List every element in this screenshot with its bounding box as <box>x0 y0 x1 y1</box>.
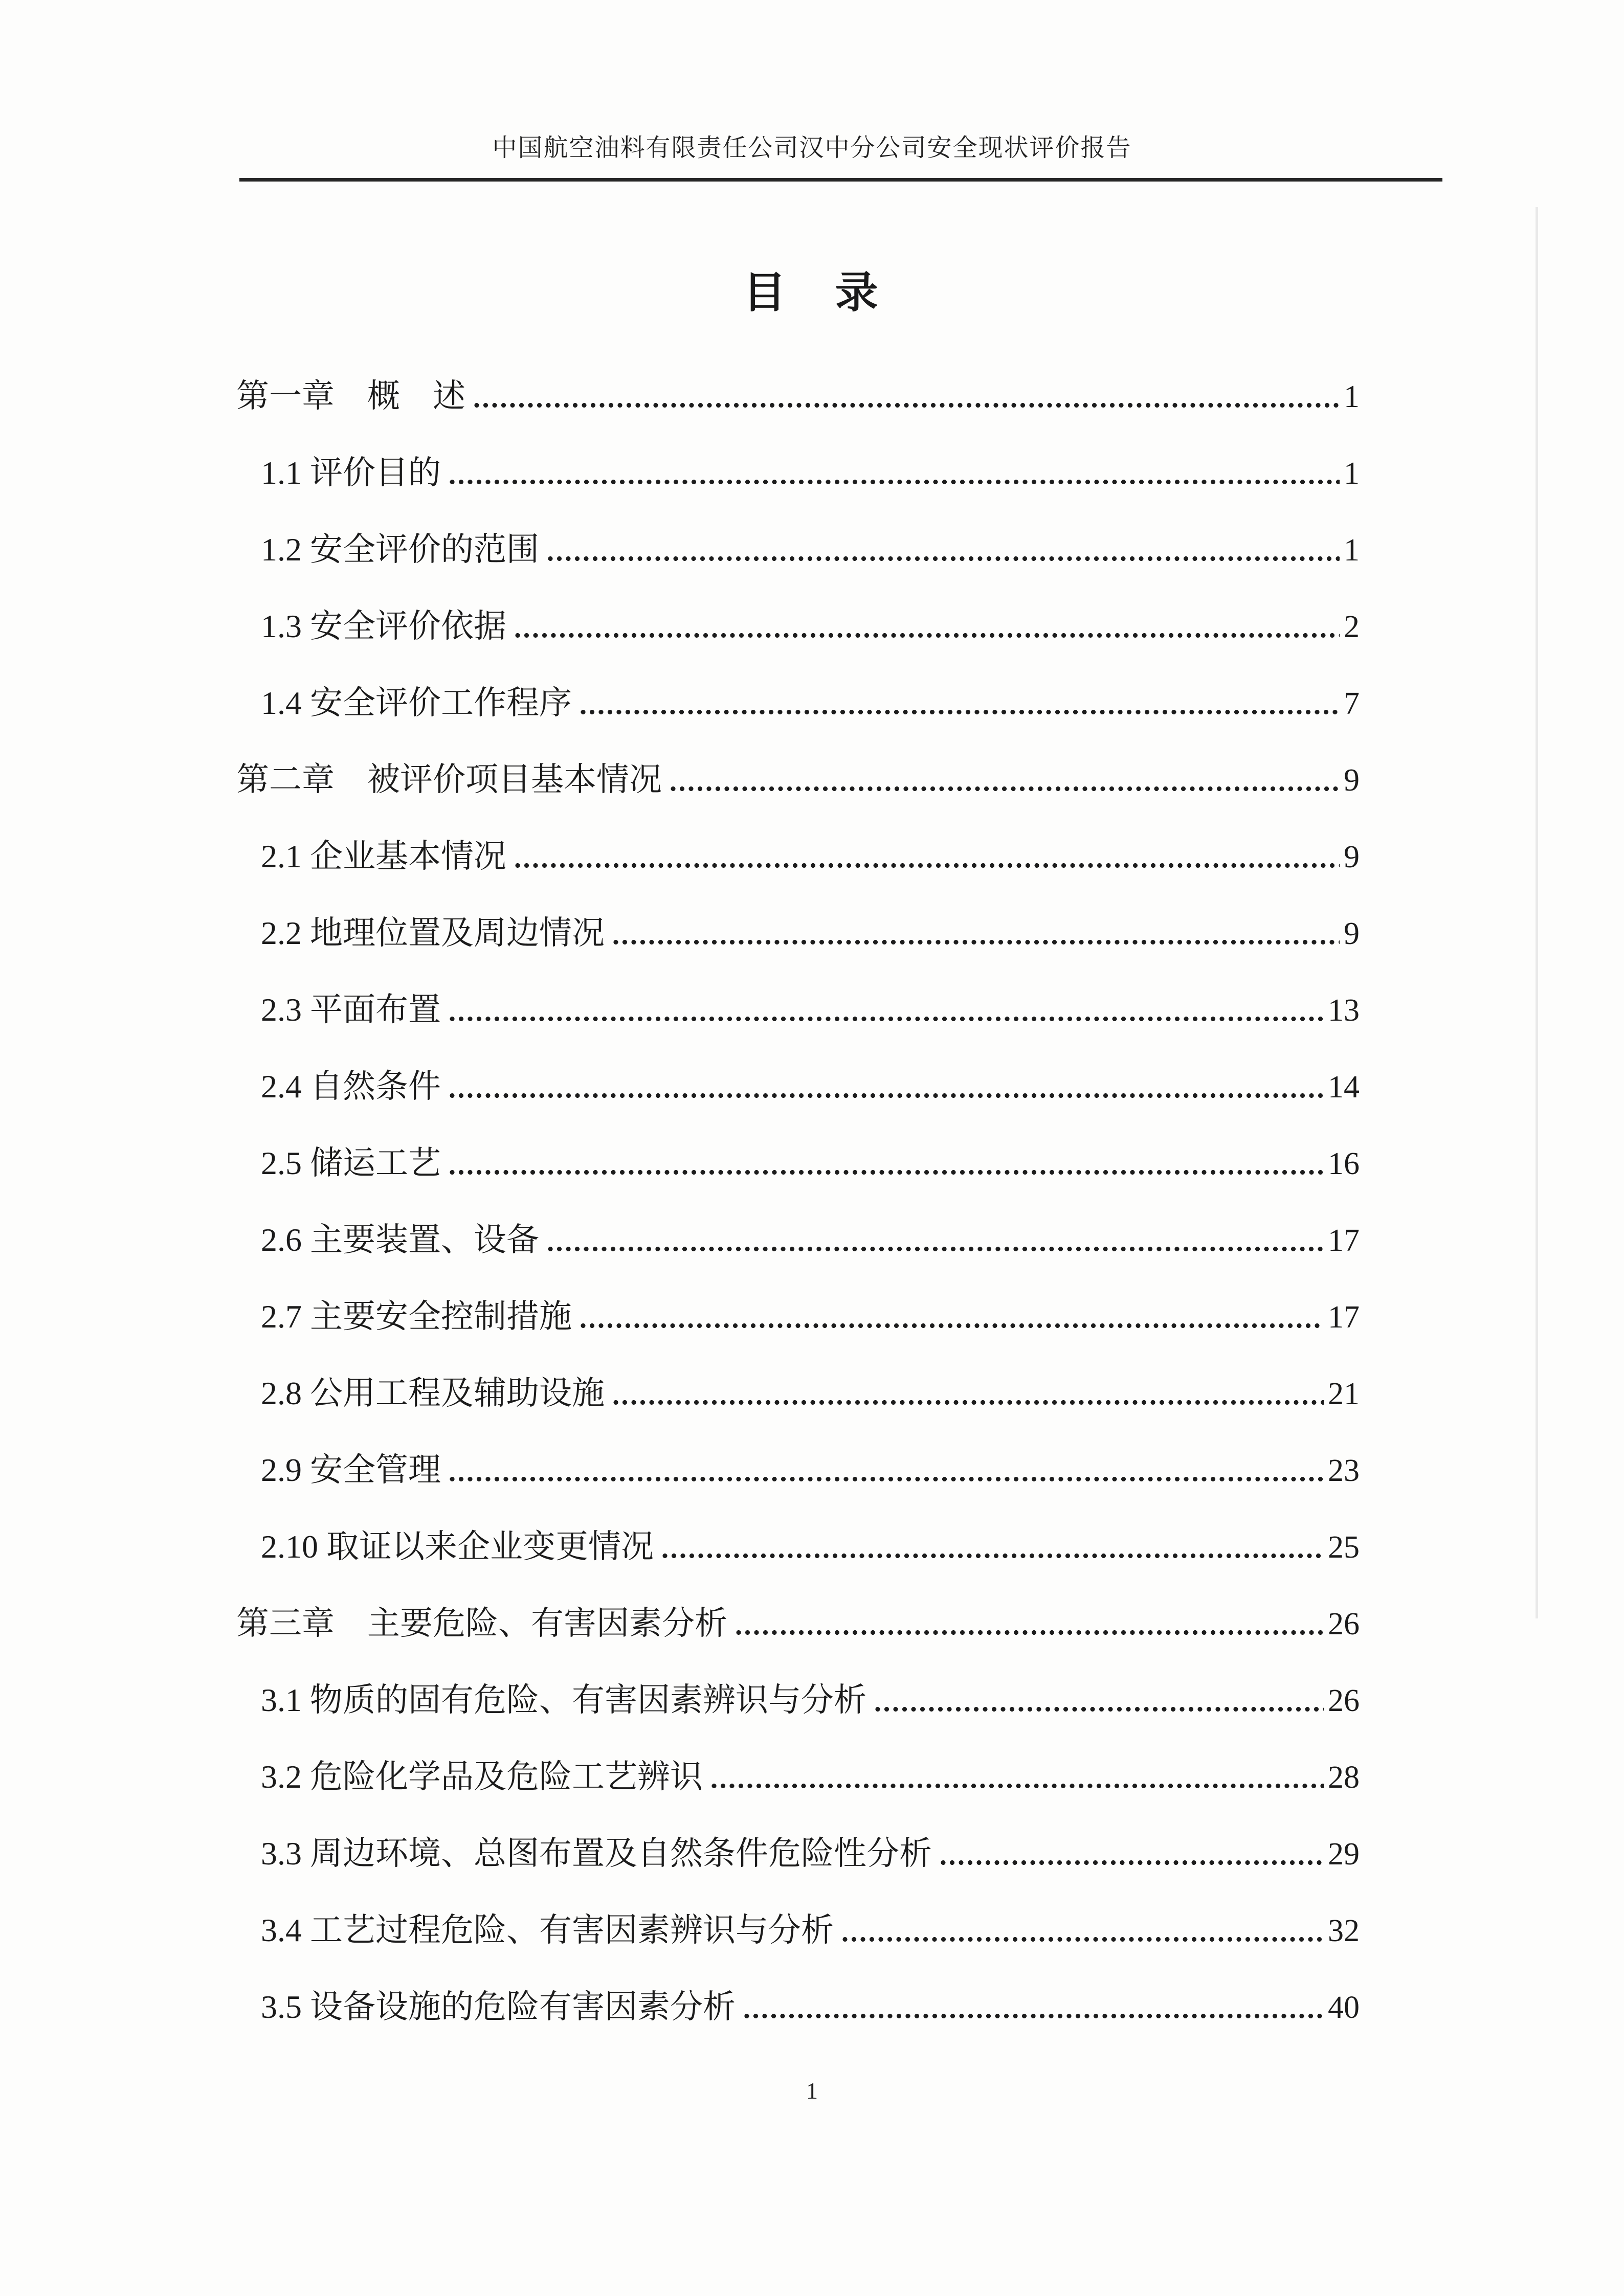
toc-entry <box>236 972 1360 1048</box>
toc-entry <box>236 588 1360 665</box>
dot-leader <box>874 1706 1324 1713</box>
toc-entry <box>236 511 1360 588</box>
toc-entry <box>236 1662 1360 1739</box>
dot-leader <box>579 1322 1324 1329</box>
toc-entry-label: 2.4 自然条件 <box>261 1068 441 1105</box>
toc-entry-page: 29 <box>1328 1837 1360 1872</box>
toc-entry-page: 9 <box>1344 840 1360 874</box>
dot-leader <box>448 1016 1324 1022</box>
toc-entry-label: 2.10 取证以来企业变更情况 <box>261 1528 654 1565</box>
toc-entry-page: 7 <box>1344 686 1360 721</box>
header-rule-line <box>239 178 1442 182</box>
toc-entry <box>236 1278 1360 1355</box>
scan-artifact-line <box>1536 207 1538 1618</box>
toc-entry-label: 2.8 公用工程及辅助设施 <box>261 1375 605 1411</box>
toc-entry-label: 1.3 安全评价依据 <box>261 608 506 644</box>
toc-entry <box>236 1815 1360 1892</box>
toc-entry <box>236 1509 1360 1585</box>
toc-entry-label: 3.3 周边环境、总图布置及自然条件危险性分析 <box>261 1835 932 1872</box>
toc-entry-page: 21 <box>1328 1377 1360 1411</box>
toc-entry <box>236 665 1360 741</box>
toc-entry <box>236 1048 1360 1125</box>
dot-leader <box>710 1783 1324 1789</box>
toc-entry <box>236 1892 1360 1969</box>
toc-entry-page: 23 <box>1328 1453 1360 1488</box>
toc-entry <box>236 1355 1360 1432</box>
toc-entry-page: 26 <box>1328 1607 1360 1641</box>
toc-entry-page: 25 <box>1328 1530 1360 1565</box>
toc-entry-page: 1 <box>1344 456 1360 491</box>
toc-entry-label: 2.6 主要装置、设备 <box>261 1222 539 1258</box>
toc-entry <box>236 895 1360 972</box>
dot-leader <box>546 555 1340 562</box>
document-header-title: 中国航空油料有限责任公司汉中分公司安全现状评价报告 <box>492 134 1132 162</box>
dot-leader <box>743 2013 1324 2019</box>
toc-entry-page: 2 <box>1344 610 1360 644</box>
footer-page-number: 1 <box>806 2078 818 2104</box>
toc-entry <box>236 741 1360 818</box>
dot-leader <box>448 1092 1324 1099</box>
toc-entry <box>236 435 1360 511</box>
toc-entry <box>236 818 1360 895</box>
toc-entry-page: 40 <box>1328 1990 1360 2025</box>
toc-entry <box>236 1125 1360 1202</box>
toc-entry-label: 2.7 主要安全控制措施 <box>261 1298 572 1335</box>
dot-leader <box>735 1629 1324 1636</box>
toc-entry <box>236 1739 1360 1815</box>
dot-leader <box>661 1552 1324 1559</box>
dot-leader <box>514 632 1340 639</box>
toc-entry-page: 32 <box>1328 1914 1360 1948</box>
toc-entry-page: 28 <box>1328 1760 1360 1795</box>
dot-leader <box>669 785 1340 792</box>
toc-entry-page: 13 <box>1328 993 1360 1028</box>
toc-entry-label: 1.1 评价目的 <box>261 455 441 491</box>
dot-leader <box>448 1476 1324 1482</box>
toc-entry-page: 17 <box>1328 1300 1360 1335</box>
toc-entry <box>236 358 1360 435</box>
dot-leader <box>612 1399 1324 1406</box>
toc-entry-label: 2.2 地理位置及周边情况 <box>261 915 605 951</box>
toc-entry-label: 2.9 安全管理 <box>261 1452 441 1488</box>
toc-entry-label: 第三章 主要危险、有害因素分析 <box>236 1605 727 1641</box>
dot-leader <box>448 1169 1324 1176</box>
dot-leader <box>579 709 1340 715</box>
toc-entry <box>236 1585 1360 1662</box>
toc-entry-page: 9 <box>1344 916 1360 951</box>
toc-entry-label: 3.5 设备设施的危险有害因素分析 <box>261 1989 736 2025</box>
toc-entry <box>236 1202 1360 1278</box>
toc-entry-label: 3.2 危险化学品及危险工艺辨识 <box>261 1759 703 1795</box>
dot-leader <box>514 862 1340 869</box>
toc-entry-page: 1 <box>1344 533 1360 568</box>
toc-entry-label: 第二章 被评价项目基本情况 <box>236 761 662 798</box>
dot-leader <box>841 1936 1324 1943</box>
toc-entry-page: 17 <box>1328 1223 1360 1258</box>
dot-leader <box>939 1859 1324 1866</box>
dot-leader <box>612 939 1340 946</box>
toc-entry-page: 1 <box>1344 379 1360 414</box>
toc-entry <box>236 1969 1360 2045</box>
toc-entry-label: 1.2 安全评价的范围 <box>261 531 539 568</box>
toc-entry-label: 2.5 储运工艺 <box>261 1145 441 1181</box>
toc-entry-label: 3.4 工艺过程危险、有害因素辨识与分析 <box>261 1912 834 1948</box>
dot-leader <box>546 1246 1324 1252</box>
toc-entry-label: 3.1 物质的固有危险、有害因素辨识与分析 <box>261 1682 866 1718</box>
toc-title: 目 录 <box>743 269 881 317</box>
toc-entry-page: 14 <box>1328 1070 1360 1105</box>
toc-entry-page: 16 <box>1328 1146 1360 1181</box>
toc-entry-label: 2.3 平面布置 <box>261 992 441 1028</box>
toc-entry-label: 2.1 企业基本情况 <box>261 838 506 874</box>
toc-entry-page: 26 <box>1328 1683 1360 1718</box>
toc-entry-label: 1.4 安全评价工作程序 <box>261 685 572 721</box>
toc-entry-label: 第一章 概 述 <box>236 378 465 414</box>
toc-list <box>236 358 1360 2045</box>
dot-leader <box>473 402 1340 409</box>
toc-entry-page: 9 <box>1344 763 1360 798</box>
dot-leader <box>448 479 1340 485</box>
toc-entry <box>236 1432 1360 1509</box>
